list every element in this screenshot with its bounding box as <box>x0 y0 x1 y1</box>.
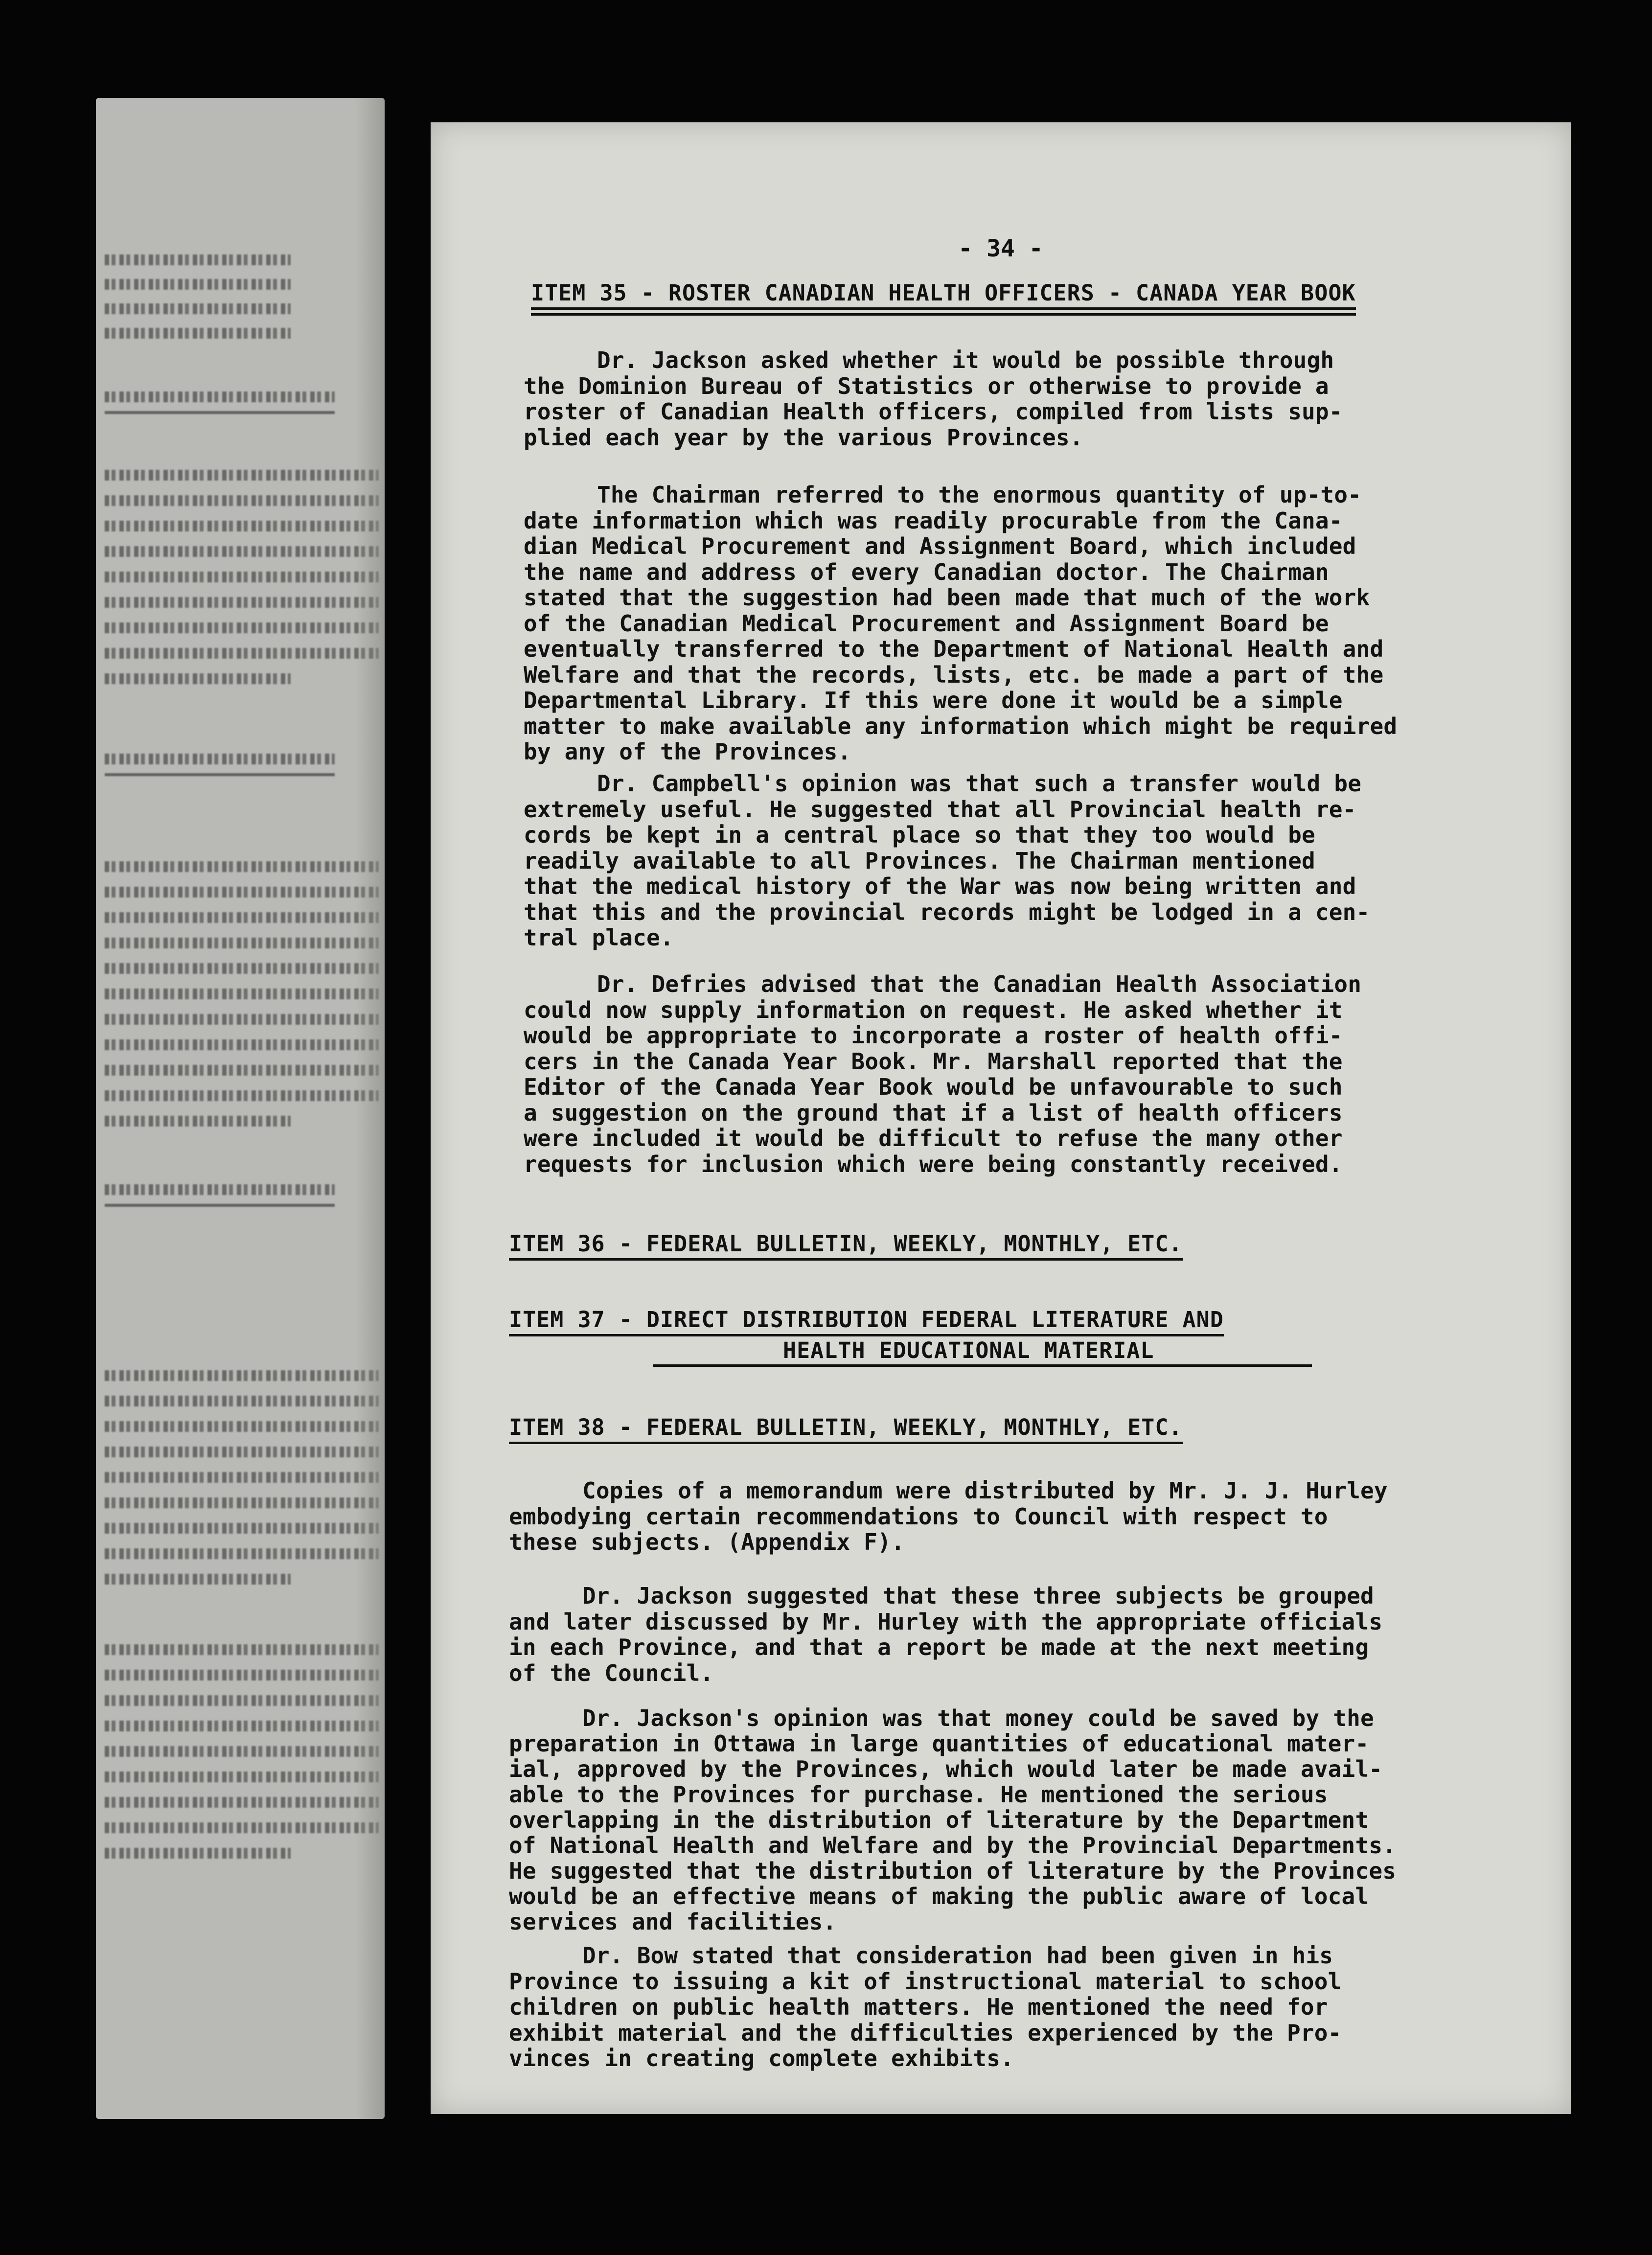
adjacent-text-line <box>105 470 379 481</box>
heading-underline <box>509 1334 1224 1336</box>
adjacent-text-line <box>105 1090 379 1101</box>
adjacent-text-line <box>105 1447 379 1457</box>
paragraph-chairman-procurement-board: The Chairman referred to the enormous quantity of up-to- date information which was readily procurable from the Cana- dian Medical Procurement and Assignment Board, which included the name and address of every Canadian doctor. The Chairman stated that the suggestion had been made that much of the work of the Canadian Medical Procurement and Assignment Board be eventually transferred to the Department of National Health and Welfare and that the records, lists, etc. be made a part of the Departmental Library. If this were done it would be a simple matter to make available any information which might be required by any of the Provinces. <box>524 482 1398 765</box>
paragraph-jackson-ottawa-preparation: Dr. Jackson's opinion was that money could be saved by the preparation in Ottawa in large quantities of educational mater- ial, approved by the Provinces, which would later be made avail- able to the Provinces for purchase. He mentioned the serious overlapping in the distribution of literature by the Department of National Health and Welfare and by the Provincial Departments. He suggested that the distribution of literature by the Provinces would be an effective means of making the public aware of local services and facilities. <box>509 1705 1397 1935</box>
adjacent-text-line <box>105 861 379 872</box>
adjacent-rule <box>105 1204 335 1207</box>
heading-underline <box>531 307 1356 310</box>
adjacent-text-line <box>105 597 379 608</box>
adjacent-text-line <box>105 673 291 684</box>
adjacent-text-line <box>105 938 379 948</box>
item-36-heading <box>509 1231 1183 1257</box>
adjacent-rule <box>105 411 335 414</box>
heading-underline <box>509 1258 1183 1261</box>
document-page <box>431 122 1571 2114</box>
adjacent-text-line <box>105 1065 379 1076</box>
page-fold-shadow <box>355 98 385 2119</box>
item-37-heading-line1: ITEM 37 - DIRECT DISTRIBUTION FEDERAL LITERATURE AND <box>509 1307 1224 1333</box>
adjacent-text-line <box>105 572 379 582</box>
adjacent-text-line <box>105 521 379 531</box>
adjacent-text-line <box>105 279 291 290</box>
adjacent-text-line <box>105 546 379 557</box>
adjacent-text-line <box>105 1396 379 1406</box>
adjacent-text-line <box>105 1848 291 1859</box>
adjacent-text-line <box>105 1772 379 1782</box>
paragraph-roster-request: Dr. Jackson asked whether it would be possible through the Dominion Bureau of Statistics or otherwise to provide a roster of Canadian Health officers, compiled from lists sup- plied each year by the various Provinces. <box>524 347 1343 451</box>
adjacent-text-line <box>105 1548 379 1559</box>
adjacent-text-line <box>105 912 379 923</box>
adjacent-text-line <box>105 963 379 974</box>
adjacent-text-line <box>105 1670 379 1680</box>
adjacent-text-line <box>105 1421 379 1432</box>
item-38-heading-text: ITEM 38 - FEDERAL BULLETIN, WEEKLY, MONTHLY, ETC. <box>509 1414 1183 1440</box>
paragraph-defries-advice: Dr. Defries advised that the Canadian Health Association could now supply information on request. He asked whether it would be appropriate to incorporate a roster of health offi- cers in the Canada Year Book. Mr. Marshall reported that the Editor of the Canada Year Book would be unfavourable to such a suggestion on the ground that if a list of health officers were included it would be difficult to refuse the many other requests for inclusion which were being constantly received. <box>524 971 1362 1177</box>
adjacent-text-line <box>105 1797 379 1808</box>
adjacent-text-line <box>105 254 291 265</box>
heading-underline <box>509 1442 1183 1444</box>
adjacent-text-line <box>105 1822 379 1833</box>
adjacent-text-line <box>105 1497 379 1508</box>
page-number: - 34 - <box>958 235 1043 262</box>
adjacent-text-line <box>105 1721 379 1731</box>
adjacent-page-strip <box>96 98 385 2119</box>
adjacent-text-line <box>105 1039 379 1050</box>
item-35-heading <box>531 280 1356 306</box>
paragraph-hurley-memorandum: Copies of a memorandum were distributed by Mr. J. J. Hurley embodying certain recommendations to Council with respect to these subjects. (Appendix F). <box>509 1477 1388 1555</box>
adjacent-text-line <box>105 1014 379 1025</box>
adjacent-text-line <box>105 887 379 897</box>
paragraph-jackson-grouping: Dr. Jackson suggested that these three subjects be grouped and later discussed by Mr. Hurley with the appropriate officials in each Province, and that a report be made at the next meeting of the Council. <box>509 1583 1383 1686</box>
heading-double-underline <box>531 313 1356 316</box>
adjacent-text-line <box>105 495 379 506</box>
item-36-heading-text: ITEM 36 - FEDERAL BULLETIN, WEEKLY, MONTHLY, ETC. <box>509 1231 1183 1257</box>
paragraph-bow-instructional-kit: Dr. Bow stated that consideration had been given in his Province to issuing a kit of instructional material to school children on public health matters. He mentioned the need for exhibit material and the difficulties experienced by the Pro- vinces in creating complete exhibits. <box>509 1942 1342 2071</box>
adjacent-text-line <box>105 1184 335 1195</box>
adjacent-text-line <box>105 1644 379 1655</box>
adjacent-text-line <box>105 303 291 314</box>
adjacent-text-line <box>105 622 379 633</box>
item-37-heading <box>509 1307 1224 1363</box>
adjacent-text-line <box>105 989 379 999</box>
adjacent-text-line <box>105 1116 291 1127</box>
adjacent-text-line <box>105 1523 379 1534</box>
adjacent-text-line <box>105 1370 379 1381</box>
adjacent-text-line <box>105 328 291 339</box>
adjacent-text-line <box>105 1695 379 1706</box>
item-37-heading-line2: HEALTH EDUCATIONAL MATERIAL <box>783 1337 1154 1363</box>
item-38-heading <box>509 1414 1183 1440</box>
adjacent-text-line <box>105 1472 379 1483</box>
adjacent-text-line <box>105 648 379 659</box>
adjacent-text-line <box>105 391 335 402</box>
item-35-heading-text: ITEM 35 - ROSTER CANADIAN HEALTH OFFICERS - CANADA YEAR BOOK <box>531 280 1356 306</box>
heading-underline-2 <box>653 1364 1312 1367</box>
adjacent-text-line <box>105 1746 379 1757</box>
adjacent-rule <box>105 773 335 776</box>
adjacent-text-line <box>105 754 335 764</box>
paragraph-campbell-opinion: Dr. Campbell's opinion was that such a transfer would be extremely useful. He suggested that all Provincial health re- cords be kept in a central place so that they too would be readily available to all Provinces. The Chairman mentioned that the medical history of the War was now being written and that this and the provincial records might be lodged in a cen- tral place. <box>524 770 1370 951</box>
adjacent-text-line <box>105 1574 291 1585</box>
